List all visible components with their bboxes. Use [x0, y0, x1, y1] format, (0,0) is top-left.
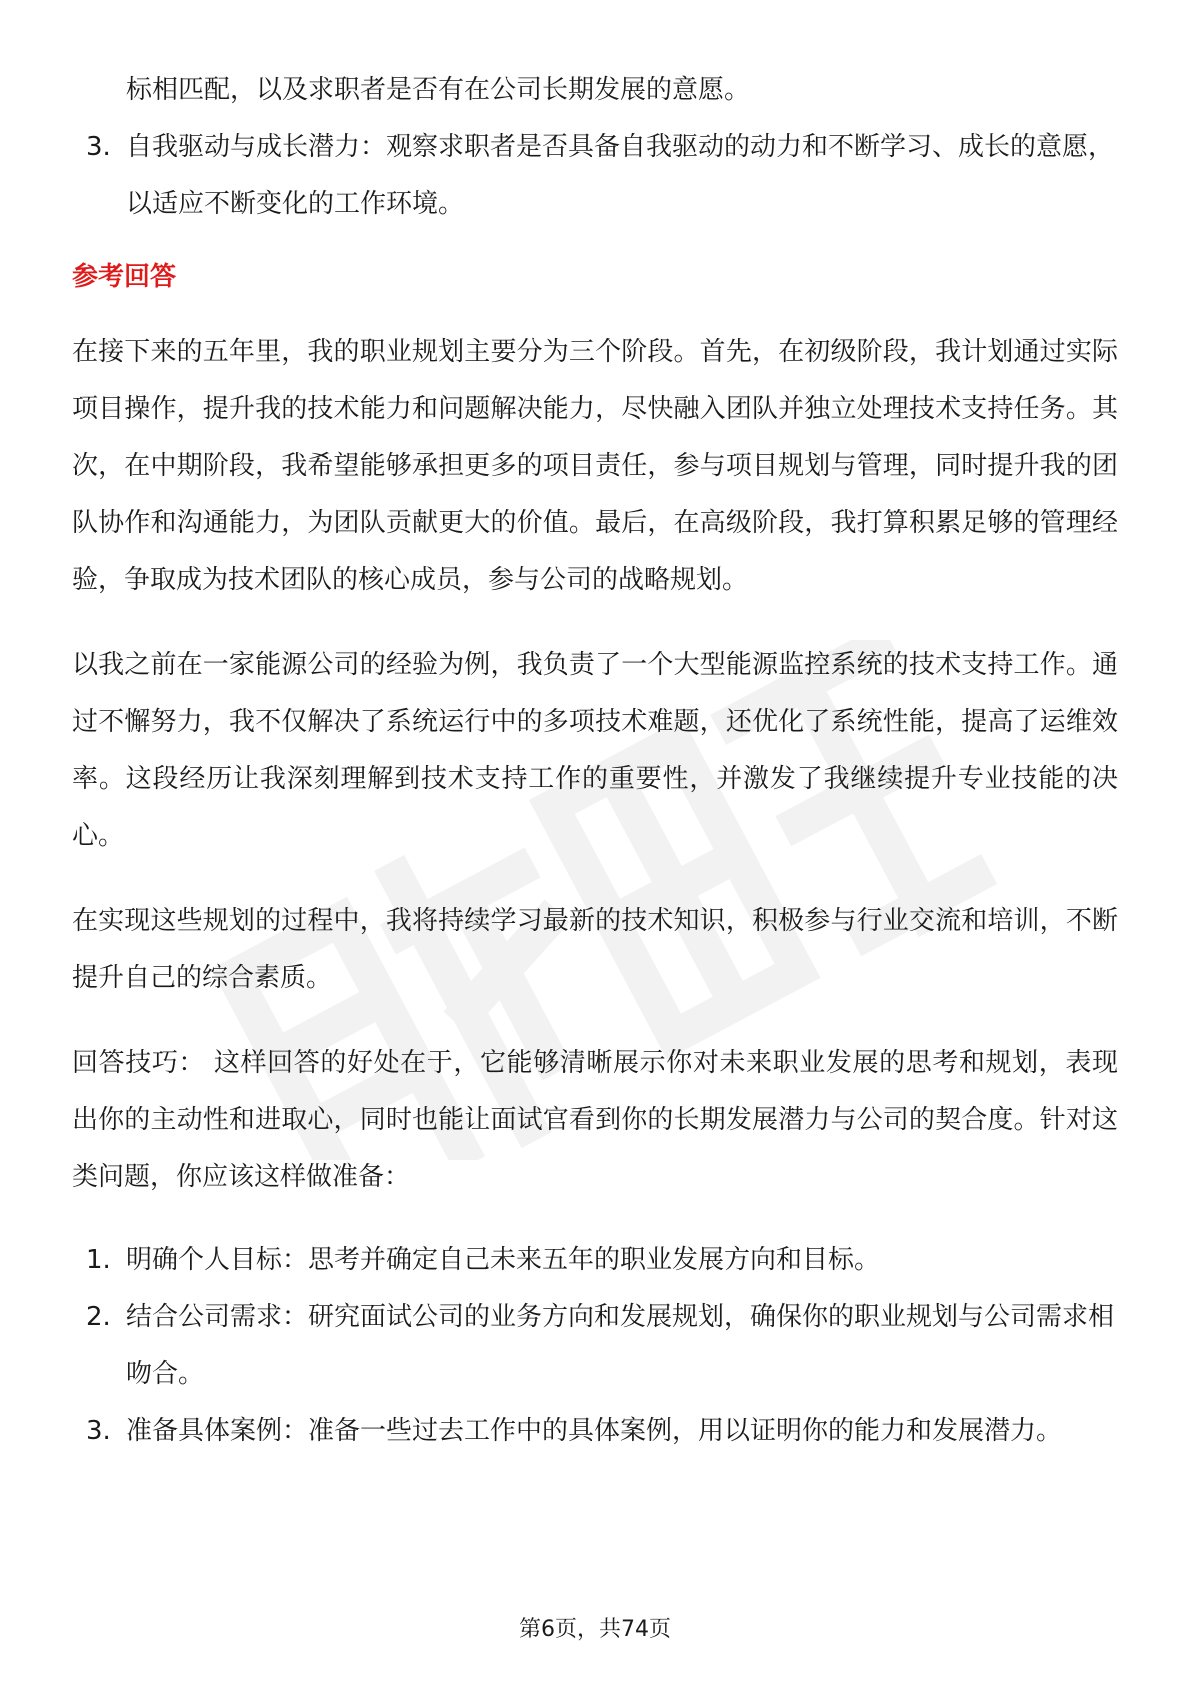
list-item-number: 3.	[86, 1416, 111, 1446]
list-item-text: 准备具体案例：准备一些过去工作中的具体案例，用以证明你的能力和发展潜力。	[126, 1416, 1063, 1446]
page-footer: 第6页，共74页	[519, 1617, 671, 1642]
paragraph: 回答技巧： 这样回答的好处在于，它能够清晰展示你对未来职业发展的思考和规划，表现出你的主动性和进取心，同时也能让面试官看到你的长期发展潜力与公司的契合度。针对这类问题，你应该这样做准备：	[72, 1048, 1118, 1192]
prep-list	[72, 1232, 1118, 1460]
list-item-number: 3.	[86, 132, 111, 162]
paragraph: 以我之前在一家能源公司的经验为例，我负责了一个大型能源监控系统的技术支持工作。通过不懈努力，我不仅解决了系统运行中的多项技术难题，还优化了系统性能，提高了运维效率。这段经历让我深刻理解到技术支持工作的重要性，并激发了我继续提升专业技能的决心。	[72, 650, 1118, 851]
list-item-number: 2.	[86, 1302, 111, 1332]
page-content	[72, 62, 1118, 1460]
list-item-text: 结合公司需求：研究面试公司的业务方向和发展规划，确保你的职业规划与公司需求相吻合。	[126, 1302, 1115, 1389]
list-item-number: 1.	[86, 1245, 111, 1275]
list-item-text: 标相匹配，以及求职者是否有在公司长期发展的意愿。	[126, 75, 751, 105]
paragraph: 在实现这些规划的过程中，我将持续学习最新的技术知识，积极参与行业交流和培训，不断提升自己的综合素质。	[72, 906, 1118, 993]
list-item-continuation	[72, 62, 1118, 119]
list-item-text: 明确个人目标：思考并确定自己未来五年的职业发展方向和目标。	[126, 1245, 881, 1275]
section-title: 参考回答	[72, 262, 177, 292]
list-item	[72, 1403, 1118, 1460]
list-item-text: 自我驱动与成长潜力：观察求职者是否具备自我驱动的动力和不断学习、成长的意愿，以适应不断变化的工作环境。	[126, 132, 1115, 219]
list-item	[72, 1232, 1118, 1289]
list-item	[72, 119, 1118, 233]
list-item	[72, 1289, 1118, 1403]
paragraph: 在接下来的五年里，我的职业规划主要分为三个阶段。首先，在初级阶段，我计划通过实际项目操作，提升我的技术能力和问题解决能力，尽快融入团队并独立处理技术支持任务。其次，在中期阶段，我希望能够承担更多的项目责任，参与项目规划与管理，同时提升我的团队协作和沟通能力，为团队贡献更大的价值。最后，在高级阶段，我打算积累足够的管理经验，争取成为技术团队的核心成员，参与公司的战略规划。	[72, 337, 1118, 595]
